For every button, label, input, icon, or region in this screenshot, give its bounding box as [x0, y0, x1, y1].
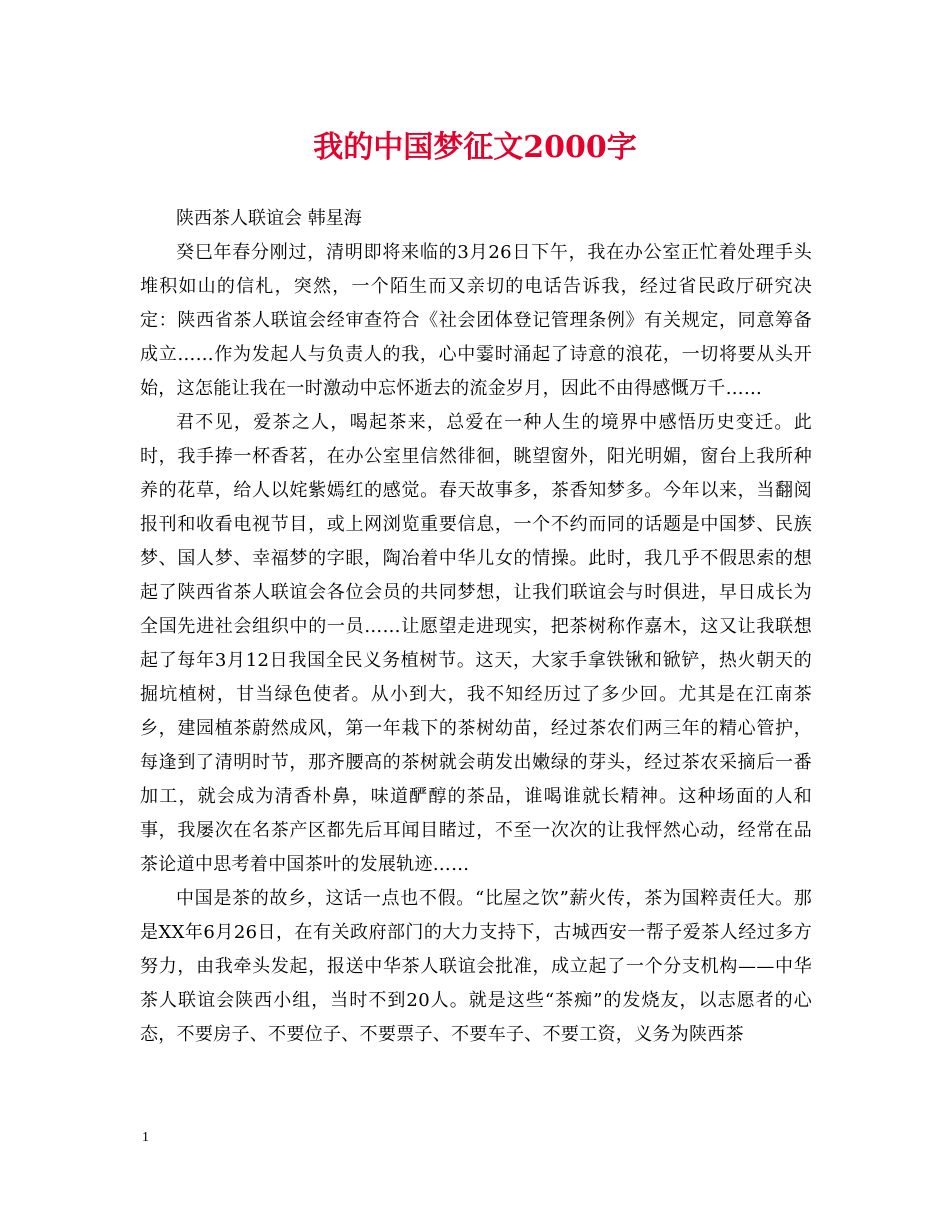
- document-title: 我的中国梦征文2000字: [313, 130, 637, 165]
- paragraph-2: 君不见，爱茶之人，喝起茶来，总爱在一种人生的境界中感悟历史变迁。此时，我手捧一杯香茗，在办公室里信然徘徊，眺望窗外，阳光明媚，窗台上我所种养的花草，给人以姹紫嫣红的感觉。春天故事多，茶香知梦多。今年以来，当翻阅报刊和收看电视节目，或上网浏览重要信息，一个不约而同的话题是中国梦、民族梦、国人梦、幸福梦的字眼，陶冶着中华儿女的情操。此时，我几乎不假思索的想起了陕西省茶人联谊会各位会员的共同梦想，让我们联谊会与时俱进，早日成长为全国先进社会组织中的一员……让愿望走进现实，把茶树称作嘉木，这又让我联想起了每年3月12日我国全民义务植树节。这天，大家手拿铁锹和锨铲，热火朝天的掘坑植树，甘当绿色使者。从小到大，我不知经历过了多少回。尤其是在江南茶乡，建园植茶蔚然成风，第一年栽下的茶树幼苗，经过茶农们两三年的精心管护，每逢到了清明时节，那齐腰高的茶树就会萌发出嫩绿的芽头，经过茶农采摘后一番加工，就会成为清香朴鼻，味道酽醇的茶品，谁喝谁就长精神。这种场面的人和事，我屡次在名茶产区都先后耳闻目睹过，不至一次次的让我怦然心动，经常在品茶论道中思考着中国茶叶的发展轨迹……: [140, 412, 812, 875]
- page-number: 1: [142, 1130, 149, 1145]
- author-line: 陕西茶人联谊会 韩星海: [176, 208, 362, 229]
- paragraph-1: 癸巳年春分刚过，清明即将来临的3月26日下午，我在办公室正忙着处理手头堆积如山的信札，突然，一个陌生而又亲切的电话告诉我，经过省民政厅研究决定：陕西省茶人联谊会经审查符合《社会团体登记管理条例》有关规定，同意筹备成立……作为发起人与负责人的我，心中霎时涌起了诗意的浪花，一切将要从头开始，这怎能让我在一时激动中忘怀逝去的流金岁月，因此不由得感慨万千……: [140, 242, 812, 399]
- document-body: [140, 202, 812, 1052]
- paragraph-3: 中国是茶的故乡，这话一点也不假。“比屋之饮”薪火传，茶为国粹责任大。那是XX年6月26日，在有关政府部门的大力支持下，古城西安一帮子爱茶人经过多方努力，由我牵头发起，报送中华茶人联谊会批准，成立起了一个分支机构——中华茶人联谊会陕西小组，当时不到20人。就是这些“茶痴”的发烧友，以志愿者的心态，不要房子、不要位子、不要票子、不要车子、不要工资，义务为陕西茶: [140, 888, 812, 1045]
